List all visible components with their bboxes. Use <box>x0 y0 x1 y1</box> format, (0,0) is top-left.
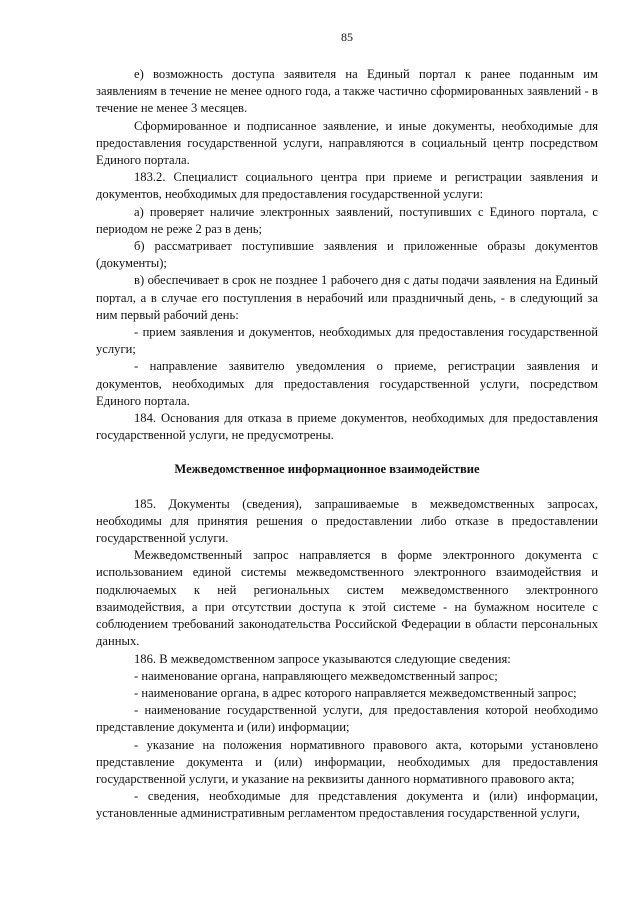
paragraph: Межведомственный запрос направляется в форме электронного документа с использованием единой системы межведомственного электронного взаимодействия и подключаемых к ней региональных систем межведомственного электронного взаимодействия, а при отсутствии доступа к этой системе - на бумажном носителе с соблюдением требований законодательства Российской Федерации в области персональных данных. <box>96 548 598 649</box>
paragraph: б) рассматривает поступившие заявления и приложенные образы документов (документы); <box>96 239 598 271</box>
paragraph: 184. Основания для отказа в приеме документов, необходимых для предоставления государственной услуги, не предусмотрены. <box>96 411 598 443</box>
paragraph: 183.2. Специалист социального центра при приеме и регистрации заявления и документов, необходимых для предоставления государственной услуги: <box>96 170 598 202</box>
section-heading: Межведомственное информационное взаимодействие <box>174 462 480 477</box>
paragraph: Сформированное и подписанное заявление, и иные документы, необходимые для предоставления государственной услуги, направляются в социальный центр посредством Единого портала. <box>96 118 598 168</box>
paragraph: - указание на положения нормативного правового акта, которыми установлено представление документа и (или) информации, необходимых для предоставления государственной услуги, и указание на реквизиты данного нормативного правового акта; <box>96 737 598 786</box>
paragraph: в) обеспечивает в срок не позднее 1 рабочего дня с даты подачи заявления на Единый портал, а в случае его поступления в нерабочий или праздничный день, - в следующий за ним первый рабочий день: <box>96 273 598 322</box>
paragraph: - сведения, необходимые для представления документа и (или) информации, установленные административным регламентом предоставления государственной услуги, <box>96 789 598 821</box>
paragraph: е) возможность доступа заявителя на Единый портал к ранее поданным им заявлениям в течение не менее одного года, а также частично сформированных заявлений - в течение не менее 3 месяцев. <box>96 67 598 116</box>
paragraph: а) проверяет наличие электронных заявлений, поступивших с Единого портала, с периодом не реже 2 раз в день; <box>96 204 598 236</box>
paragraph: - наименование государственной услуги, для предоставления которой необходимо представление документа и (или) информации; <box>96 703 598 735</box>
paragraph: 186. В межведомственном запросе указываются следующие сведения: <box>134 651 511 666</box>
page-number: 85 <box>341 30 353 44</box>
paragraph: - направление заявителю уведомления о приеме, регистрации заявления и документов, необходимых для предоставления государственной услуги, посредством Единого портала. <box>96 359 598 408</box>
paragraph: - наименование органа, в адрес которого направляется межведомственный запрос; <box>134 685 577 700</box>
paragraph: - прием заявления и документов, необходимых для предоставления государственной услуги; <box>96 325 598 357</box>
paragraph: - наименование органа, направляющего межведомственный запрос; <box>134 668 498 683</box>
document-body <box>96 66 598 823</box>
paragraph: 185. Документы (сведения), запрашиваемые в межведомственных запросах, необходимы для принятия решения о предоставлении либо отказе в предоставлении государственной услуги. <box>96 496 598 546</box>
